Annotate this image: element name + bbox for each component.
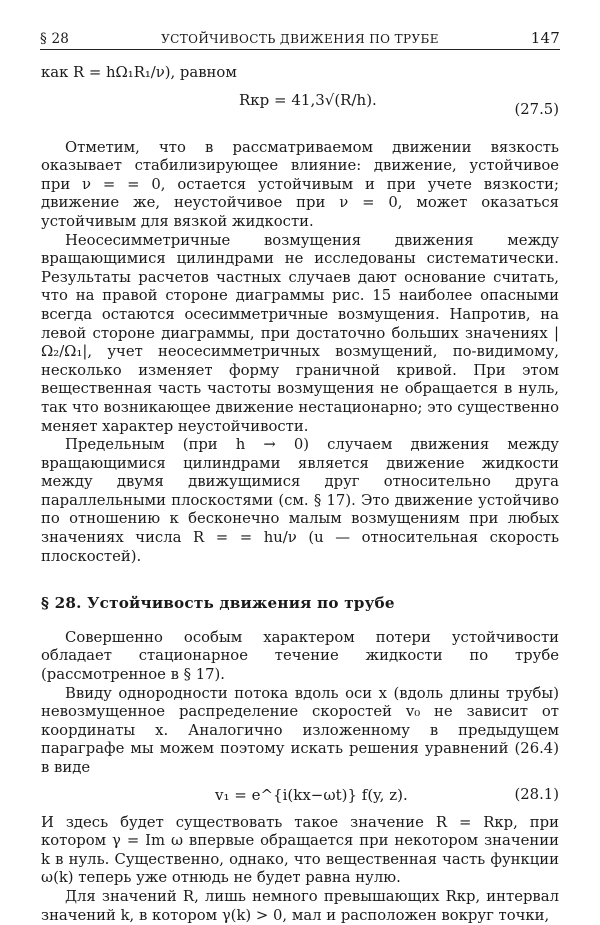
equation-27-5-text: Rкр = 41,3√(R/h). (239, 90, 377, 109)
header-title: УСТОЙЧИВОСТЬ ДВИЖЕНИЯ ПО ТРУБЕ (161, 32, 439, 46)
page-number: 147 (530, 29, 560, 47)
equation-28-1-formula: v₁ = e^{i(kx−ωt)} f(y, z). (215, 785, 408, 804)
equation-27-5-formula (239, 91, 377, 110)
equation-28-1 (41, 782, 559, 810)
paragraph-interval: Для значений R, лишь немного превышающих Rкр, интервал значений k, в котором γ(k) > 0, мал и расположен вокруг точки, (41, 887, 559, 924)
paragraph-critical-value: И здесь будет существовать такое значение R = Rкр, при котором γ = Im ω впервые обращается при некотором значении k в нуль. Существенно, однако, что вещественная часть функции ω(k) теперь уже отнюдь не будет равна нулю. (41, 813, 559, 887)
running-head (40, 29, 560, 51)
paragraph-viscosity: Отметим, что в рассматриваемом движении вязкость оказывает стабилизирующее влияние: движение, устойчивое при ν = = 0, остается устойчивым и при учете вязкости; движение же, неустойчивое при ν = 0, может оказаться устойчивым для вязкой жидкости. (41, 138, 559, 230)
paragraph-pipe-flow: Совершенно особым характером потери устойчивости обладает стационарное течение жидкости по трубе (рассмотренное в § 17). (41, 628, 559, 684)
paragraph-homogeneity: Ввиду однородности потока вдоль оси x (вдоль длины трубы) невозмущенное распределение скоростей v₀ не зависит от координаты x. Аналогично изложенному в предыдущем параграфе мы можем поэтому искать решения уравнений (26.4) в виде (41, 684, 559, 776)
header-section-number: § 28 (40, 31, 70, 47)
equation-28-1-number: (28.1) (514, 785, 559, 803)
paragraph-limiting-case: Предельным (при h → 0) случаем движения между вращающимися цилиндрами является движение жидкости между двумя движущимися друг относительно друга параллельными плоскостями (см. § 17). Это движение устойчиво по отношению к бесконечно малым возмущениям при любых значениях числа R = = hu/ν (u — относительная скорость плоскостей). (41, 436, 559, 565)
equation-27-5 (41, 91, 559, 135)
paragraph-nonaxisymmetric: Неосесимметричные возмущения движения между вращающимися цилиндрами не исследованы систематически. Результаты расчетов частных случаев дают основание считать, что на правой стороне диаграммы рис. 15 наиболее опасными всегда остаются осесимметричные возмущения. Напротив, на левой стороне диаграммы, при достаточно больших значениях |Ω₂/Ω₁|, учет неосесимметричных возмущений, по-видимому, несколько изменяет форму граничной кривой. При этом вещественная часть частоты возмущения не обращается в нуль, так что возникающее движение нестационарно; это существенно меняет характер неустойчивости. (41, 231, 559, 435)
equation-27-5-number: (27.5) (514, 100, 559, 118)
section-heading: § 28. Устойчивость движения по трубе (41, 594, 395, 613)
body-text (41, 64, 559, 925)
header-rule (40, 49, 560, 50)
intro-line-text: как R = hΩ₁R₁/ν), равном (41, 64, 237, 81)
intro-line (41, 64, 559, 83)
